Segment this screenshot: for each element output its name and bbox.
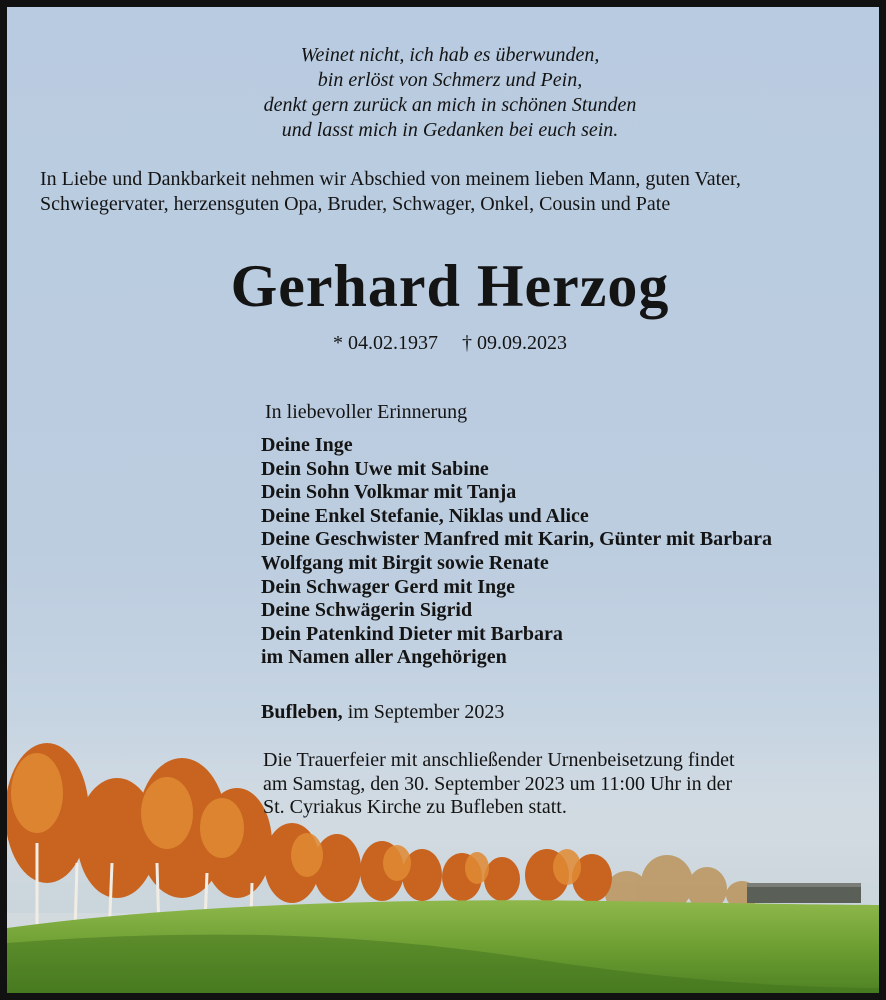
place-and-date [261,701,504,724]
place-date: im September 2023 [347,701,505,723]
funeral-service-info [263,749,735,820]
mourner-line: Deine Geschwister Manfred mit Karin, Günter mit Barbara [261,528,773,551]
poem-line: und lasst mich in Gedanken bei euch sein. [281,119,619,141]
service-line: Die Trauerfeier mit anschließender Urnenbeisetzung findet [263,749,735,771]
poem-line: Weinet nicht, ich hab es überwunden, [300,44,600,66]
intro-text [40,167,741,217]
deceased-name: Gerhard Herzog [230,253,670,319]
service-line: St. Cyriakus Kirche zu Bufleben statt. [263,796,567,818]
mourner-line: Dein Patenkind Dieter mit Barbara [261,622,563,645]
mourners-list [261,434,772,670]
mourner-line: Dein Schwager Gerd mit Inge [261,575,516,598]
place-town: Bufleben, [261,701,343,723]
mourner-line: Deine Schwägerin Sigrid [261,599,473,622]
life-dates [7,332,886,355]
mourner-line: Dein Sohn Volkmar mit Tanja [261,481,517,504]
mourner-line: Wolfgang mit Birgit sowie Renate [261,551,549,574]
mourner-line: Dein Sohn Uwe mit Sabine [261,457,489,480]
mourner-line: Deine Inge [261,434,353,456]
death-date: † 09.09.2023 [462,332,567,354]
service-line: am Samstag, den 30. September 2023 um 11:00 Uhr in der [263,772,733,795]
intro-line: In Liebe und Dankbarkeit nehmen wir Abschied von meinem lieben Mann, guten Vater, [40,168,741,190]
memory-line: In liebevoller Erinnerung [265,401,468,423]
mourner-line: im Namen aller Angehörigen [261,646,507,669]
birth-date: * 04.02.1937 [333,332,438,354]
intro-line: Schwiegervater, herzensguten Opa, Bruder, Schwager, Onkel, Cousin und Pate [40,193,671,215]
poem-verse [7,43,886,143]
poem-line: bin erlöst von Schmerz und Pein, [317,69,583,91]
poem-line: denkt gern zurück an mich in schönen Stunden [263,94,637,116]
mourner-line: Deine Enkel Stefanie, Niklas und Alice [261,504,589,527]
